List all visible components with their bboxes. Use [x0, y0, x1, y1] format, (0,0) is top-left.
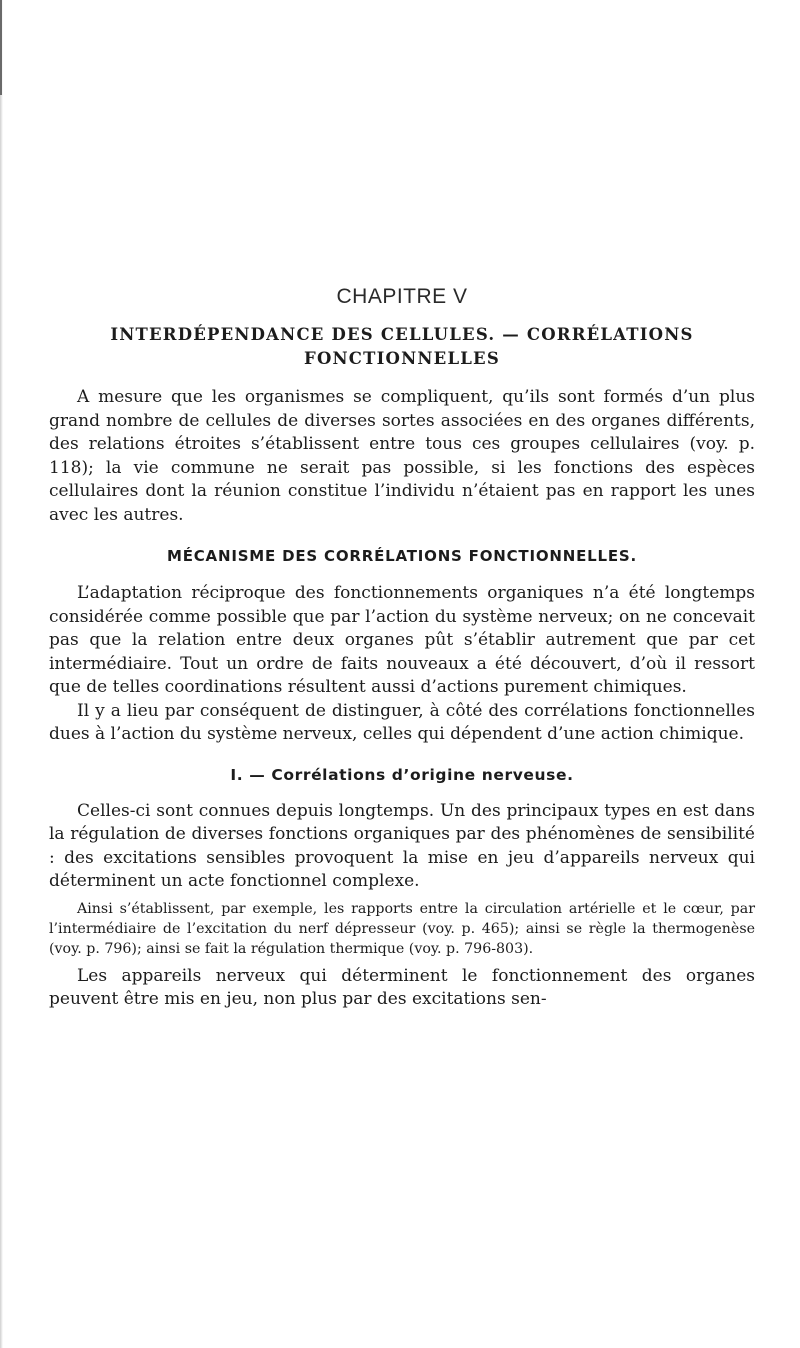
paragraph-celles-ci: Celles-ci sont connues depuis longtemps. Un des principaux types en est dans la régulation de diverses fonctions organiques par des phénomènes de sensibilité : des excitations sensibles provoquent la mise en jeu d’appareils nerveux qui déterminent un acte fonctionnel complexe.: [49, 800, 755, 891]
paragraph-appareils: Les appareils nerveux qui déterminent le fonctionnement des organes peuvent être mis en jeu, non plus par des excitations sen-: [49, 965, 755, 1009]
chapter-label: CHAPITRE V: [336, 285, 468, 308]
page-edge-shadow: [0, 0, 3, 1348]
paragraph-distinguer: Il y a lieu par conséquent de distinguer, à côté des corrélations fonctionnelles dues à l’action du système nerveux, celles qui dépendent d’une action chimique.: [49, 700, 755, 744]
page-content: [49, 285, 755, 1012]
page-edge-mark: [0, 0, 2, 95]
chapter-title: INTERDÉPENDANCE DES CELLULES. — CORRÉLATIONS FONCTIONNELLES: [110, 325, 694, 368]
paragraph-intro: A mesure que les organismes se compliquent, qu’ils sont formés d’un plus grand nombre de cellules de diverses sortes associées en des organes différents, des relations étroites s’établissent entre tous ces groupes cellulaires (voy. p. 118); la vie commune ne serait pas possible, si les fonctions des espèces cellulaires dont la réunion constitue l’individu n’étaient pas en rapport les unes avec les autres.: [49, 387, 755, 525]
paragraph-adaptation: L’adaptation réciproque des fonctionnements organiques n’a été longtemps considérée comme possible que par l’action du système nerveux; on ne concevait pas que la relation entre deux organes pût s’établir autrement que par cet intermédiaire. Tout un ordre de faits nouveaux a été découvert, d’où il ressort que de telles coordinations résultent aussi d’actions purement chimiques.: [49, 583, 755, 697]
section-heading-mecanisme: MÉCANISME DES CORRÉLATIONS FONCTIONNELLES.: [166, 547, 638, 565]
paragraph-ainsi-note: Ainsi s’établissent, par exemple, les rapports entre la circulation artérielle et le cœur, par l’intermédiaire de l’excitation du nerf dépresseur (voy. p. 465); ainsi se règle la thermogenèse (voy. p. 796); ainsi se fait la régulation thermique (voy. p. 796-803).: [49, 900, 755, 957]
subsection-heading-nerveuse: I. — Corrélations d’origine nerveuse.: [230, 765, 574, 784]
